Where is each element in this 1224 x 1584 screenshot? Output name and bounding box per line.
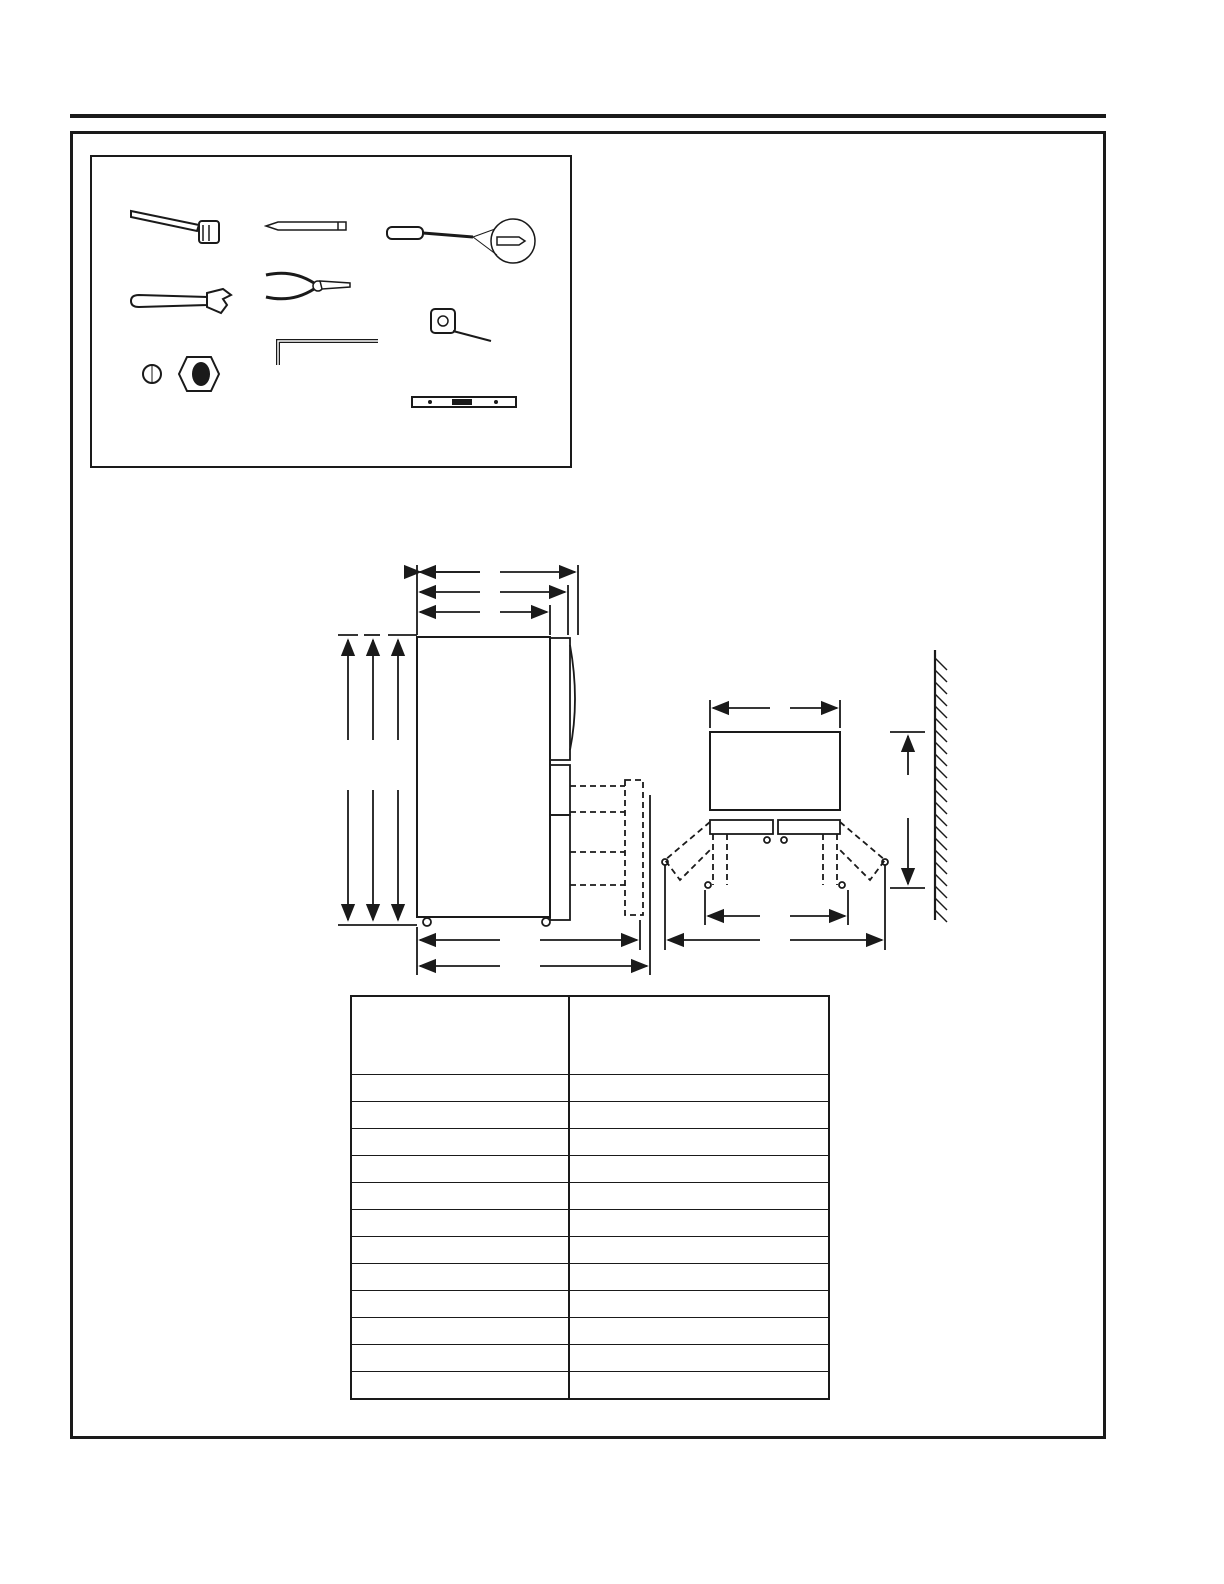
- table-cell: [351, 1102, 569, 1129]
- table-cell: [569, 1183, 829, 1210]
- table-row: [351, 1156, 829, 1183]
- compression-sleeve-icon: [140, 362, 164, 386]
- pliers-icon: [262, 267, 358, 307]
- table-header-cell: [351, 996, 569, 1075]
- table-cell: [351, 1237, 569, 1264]
- table-row: [351, 1075, 829, 1102]
- table-cell: [351, 1210, 569, 1237]
- table-cell: [351, 1156, 569, 1183]
- table-header-cell: [569, 996, 829, 1075]
- level-icon: [410, 393, 520, 413]
- table-row: [351, 1102, 829, 1129]
- table-cell: [569, 1210, 829, 1237]
- table-row: [351, 1372, 829, 1400]
- table-row: [351, 1291, 829, 1318]
- table-cell: [351, 1372, 569, 1400]
- table-row: [351, 1318, 829, 1345]
- compression-nut-icon: [177, 355, 221, 393]
- table-cell: [351, 1264, 569, 1291]
- phillips-screwdriver-icon: [385, 215, 545, 275]
- table-row: [351, 1345, 829, 1372]
- dimensions-table: [350, 995, 830, 1400]
- table-cell: [569, 1237, 829, 1264]
- table-row: [351, 1129, 829, 1156]
- tools-needed-box: [90, 155, 572, 468]
- table-cell: [569, 1318, 829, 1345]
- table-row: [351, 1237, 829, 1264]
- table-cell: [351, 1183, 569, 1210]
- pencil-icon: [264, 219, 354, 233]
- table-row: [351, 1210, 829, 1237]
- table-cell: [569, 1129, 829, 1156]
- adjustable-wrench-icon: [127, 285, 237, 319]
- table-cell: [569, 1372, 829, 1400]
- table-cell: [351, 1129, 569, 1156]
- table-cell: [351, 1075, 569, 1102]
- table-cell: [569, 1102, 829, 1129]
- table-cell: [569, 1345, 829, 1372]
- table-row: [351, 1183, 829, 1210]
- table-cell: [351, 1318, 569, 1345]
- header-rule: [70, 114, 1106, 118]
- table-header-row: [351, 996, 829, 1075]
- table-cell: [569, 1291, 829, 1318]
- table-cell: [569, 1156, 829, 1183]
- table-cell: [351, 1345, 569, 1372]
- socket-wrench-icon: [127, 209, 227, 249]
- dimensions-figure: [320, 550, 1000, 980]
- table-cell: [351, 1291, 569, 1318]
- table-row: [351, 1264, 829, 1291]
- table-cell: [569, 1264, 829, 1291]
- tape-measure-icon: [429, 307, 499, 347]
- table-cell: [569, 1075, 829, 1102]
- hex-key-icon: [274, 335, 384, 369]
